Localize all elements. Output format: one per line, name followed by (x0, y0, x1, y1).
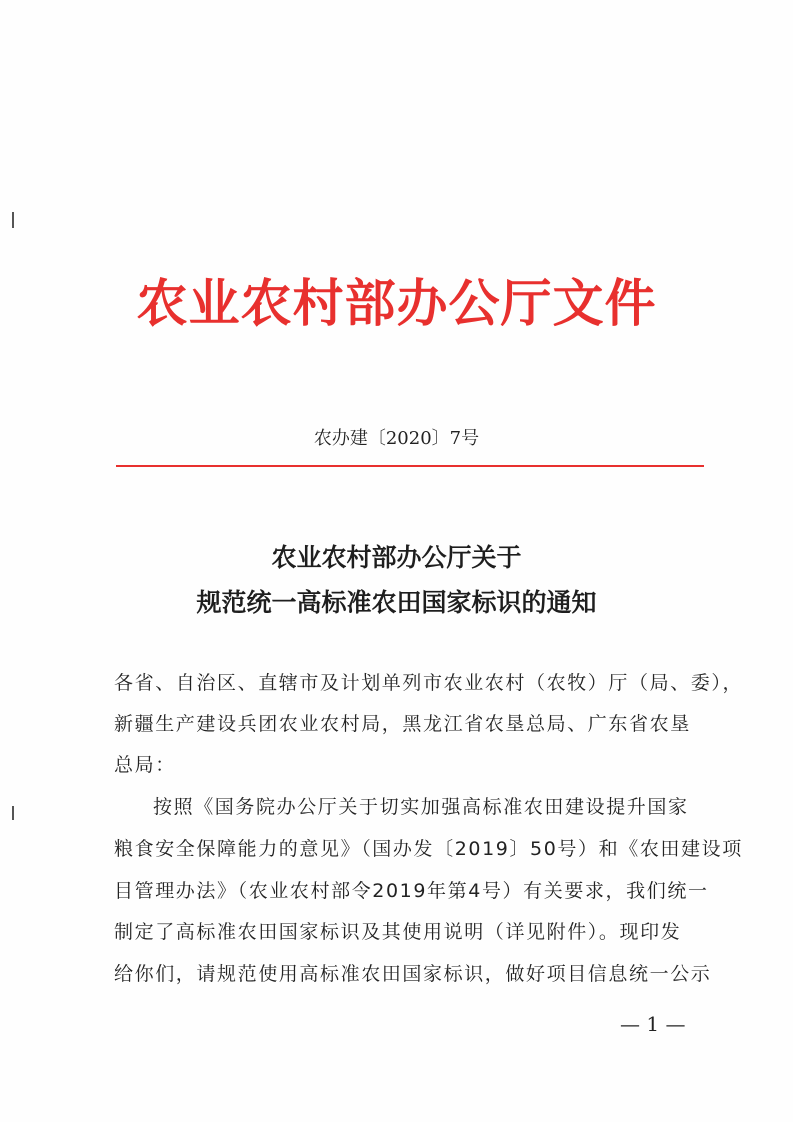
body-line: 目管理办法》（农业农村部令2019年第4号）有关要求，我们统一 (114, 880, 709, 902)
agency-header-title: 农业农村部办公厅文件 (136, 274, 657, 334)
document-number: 农办建〔2020〕7号 (313, 428, 480, 449)
binding-mark (12, 806, 14, 820)
header-divider (116, 465, 704, 467)
body-line: 新疆生产建设兵团农业农村局，黑龙江省农垦总局、广东省农垦 (114, 713, 691, 735)
body-line: 按照《国务院办公厅关于切实加强高标准农田建设提升国家 (153, 796, 689, 818)
binding-mark (12, 212, 14, 228)
body-line: 粮食安全保障能力的意见》（国办发〔2019〕50号）和《农田建设项 (114, 838, 743, 860)
body-line: 总局： (114, 754, 176, 776)
body-line: 制定了高标准农田国家标识及其使用说明（详见附件）。现印发 (114, 921, 682, 943)
notice-title-line-2: 规范统一高标准农田国家标识的通知 (196, 588, 597, 617)
body-line: 给你们，请规范使用高标准农田国家标识，做好项目信息统一公示 (114, 963, 712, 985)
notice-title-line-1: 农业农村部办公厅关于 (271, 543, 522, 572)
body-line: 各省、自治区、直辖市及计划单列市农业农村（农牧）厅（局、委）， (114, 672, 744, 694)
page-number: — 1 — (620, 1012, 686, 1036)
